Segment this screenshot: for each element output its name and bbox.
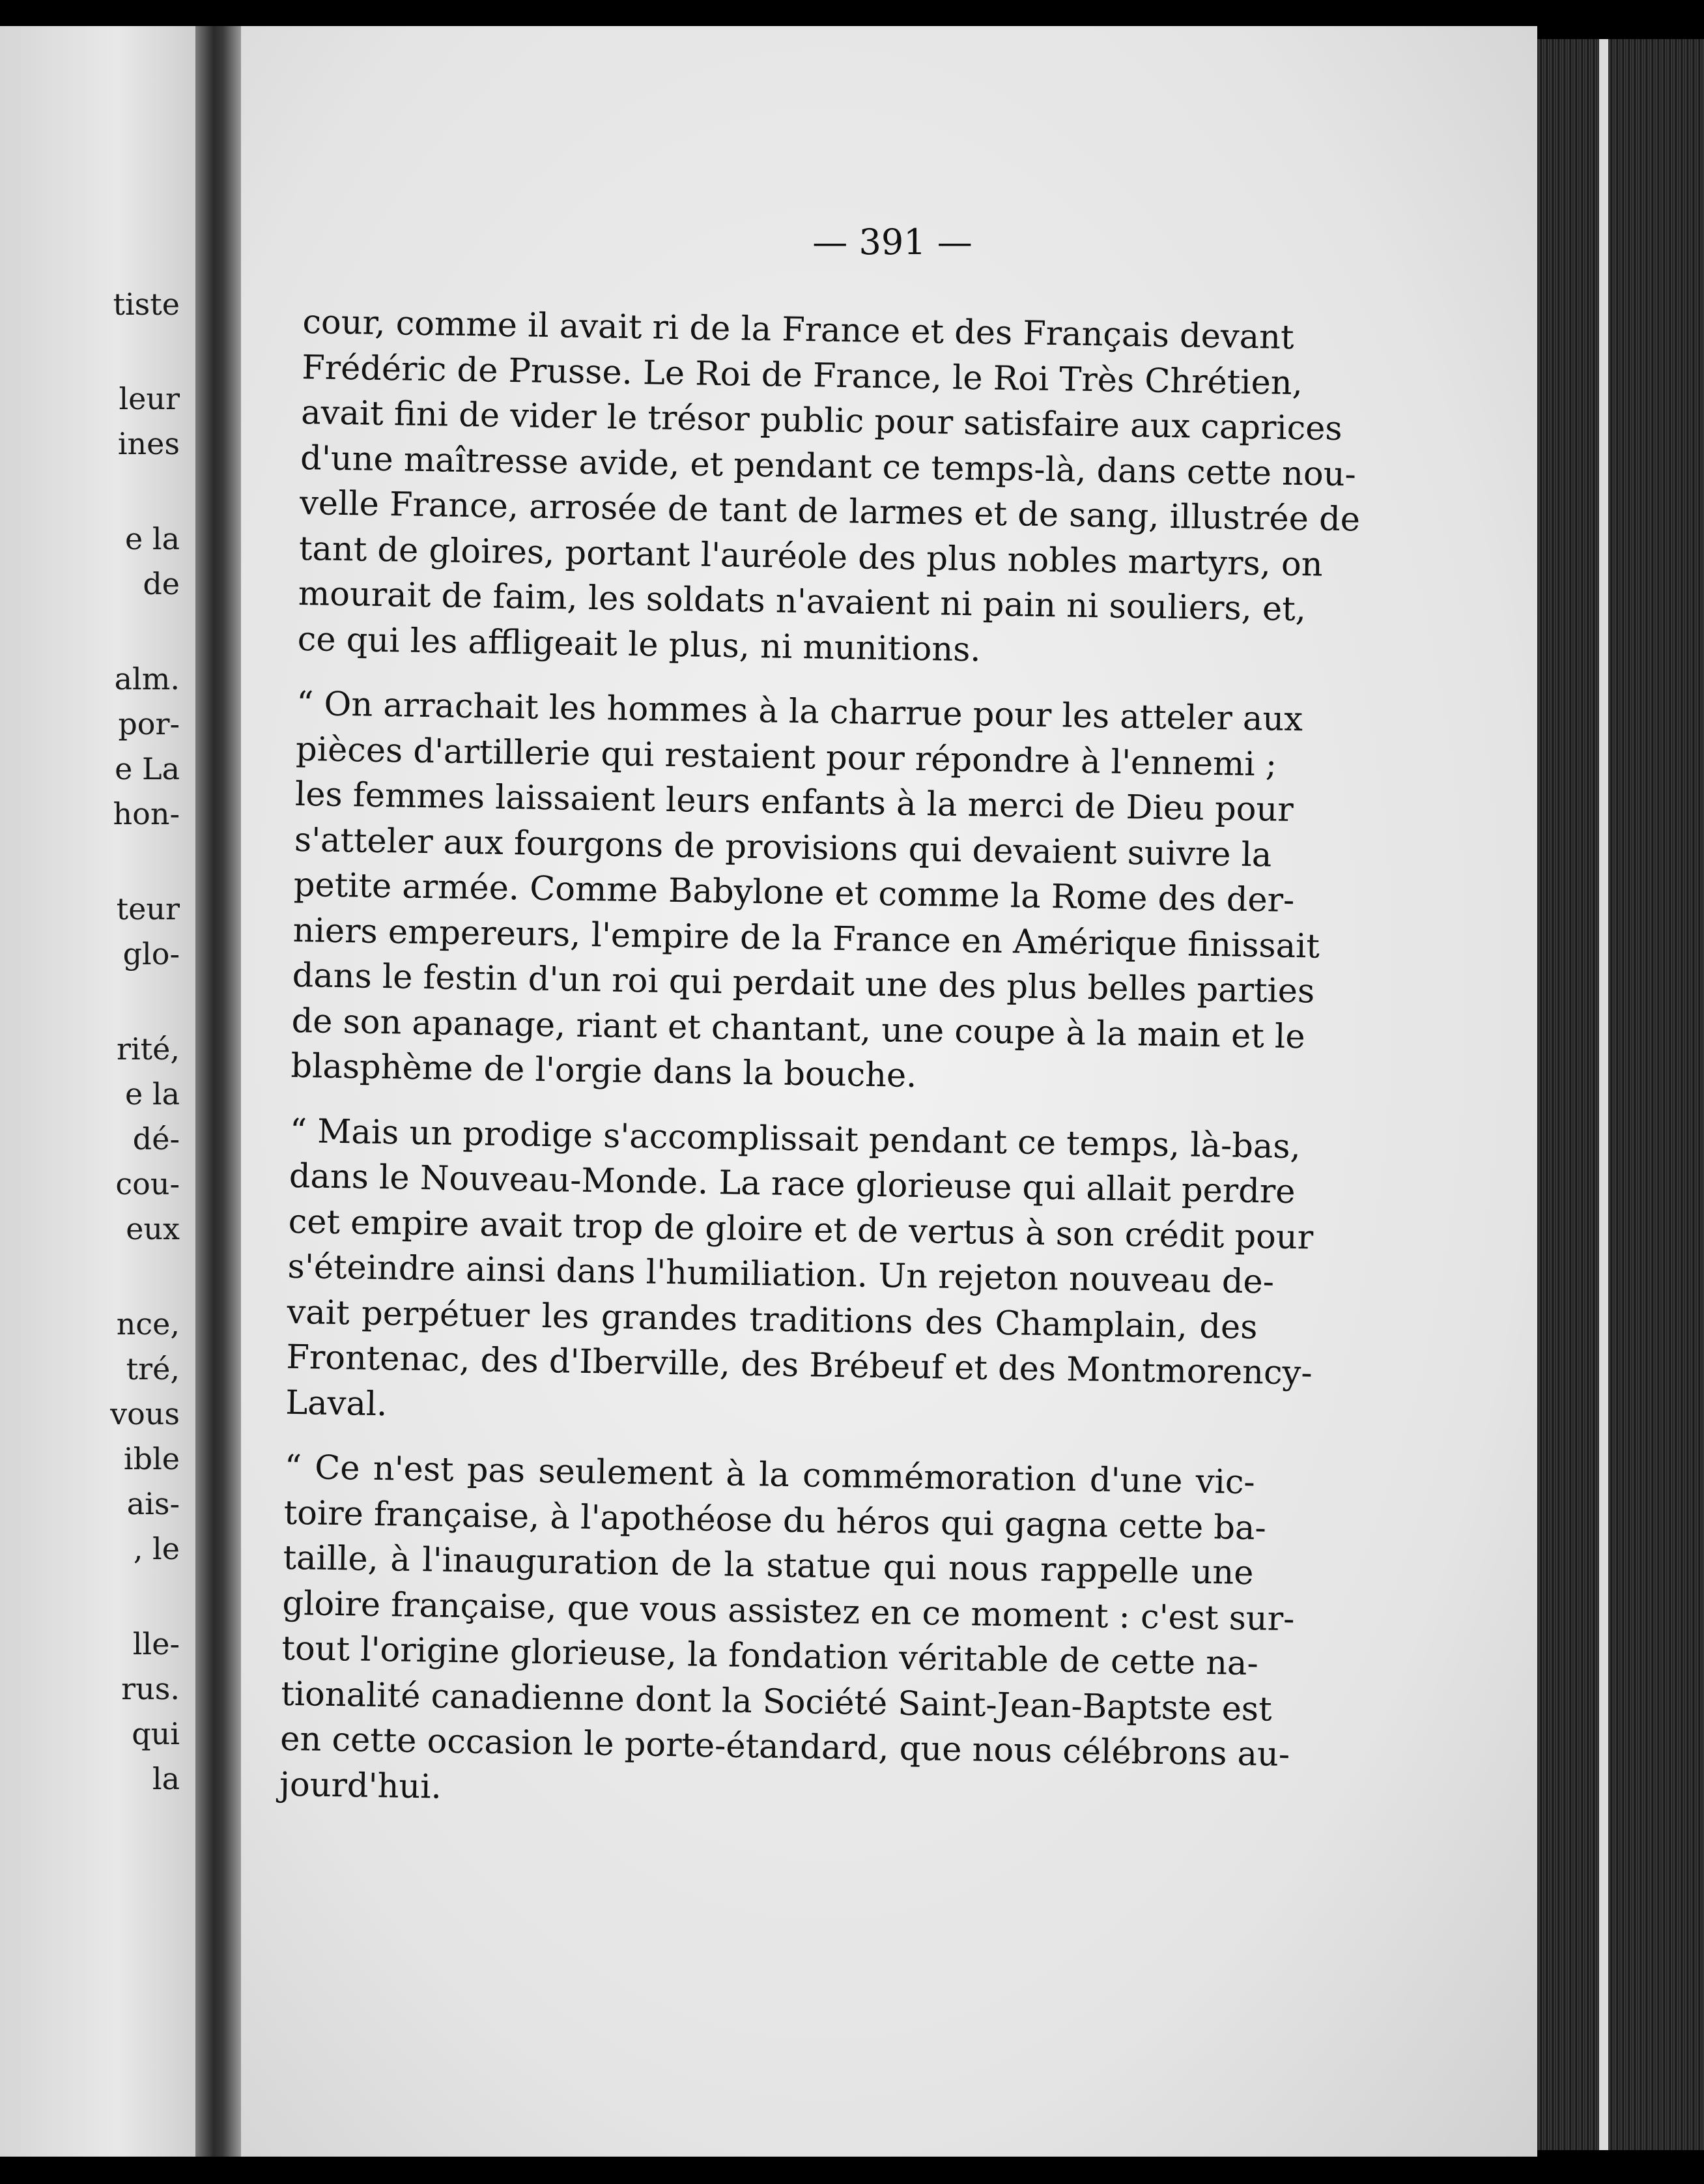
text-line: les femmes laissaient leurs enfants à la merci de Dieu pour [294,775,1294,829]
fragment-text: e la [125,521,180,556]
fragment-text: teur [116,891,180,927]
page-body [279,300,1361,1842]
text-line: gloire française, que vous assistez en ce moment : c'est sur- [282,1584,1295,1639]
fragment-text: , le [133,1531,180,1566]
text-line: “ Mais un prodige s'accomplissait pendant ce temps, là-bas, [289,1112,1301,1166]
paragraph [285,1108,1314,1441]
text-line: s'éteindre ainsi dans l'humiliation. Un rejeton nouveau de- [287,1247,1275,1302]
text-line: de son apanage, riant et chantant, une coupe à la main et le [291,1001,1305,1056]
page-edge-highlight [1599,39,1608,2150]
text-line: dans le festin d'un roi qui perdait une des plus belles parties [292,956,1315,1011]
fragment-text: tiste [113,287,180,322]
text-line: cour, comme il avait ri de la France et des Français devant [302,302,1294,357]
fragment-text: alm. [114,661,180,697]
text-line: tant de gloires, portant l'auréole des plus nobles martyrs, on [298,529,1324,584]
text-line: tionalité canadienne dont la Société Saint-Jean-Baptste est [280,1674,1273,1729]
text-line: tout l'origine glorieuse, la fondation véritable de cette na- [281,1629,1259,1684]
fragment-text: la [152,1761,180,1796]
fragment-text: ines [117,426,180,461]
fragment-text: e la [125,1076,180,1112]
text-line: toire française, à l'apothéose du héros qui gagna cette ba- [283,1493,1267,1547]
text-line: pièces d'artillerie qui restaient pour répondre à l'ennemi ; [295,730,1277,784]
text-line: niers empereurs, l'empire de la France en Amérique finissait [292,911,1320,966]
fragment-text: de [143,566,180,601]
text-line: Frédéric de Prusse. Le Roi de France, le Roi Très Chrétien, [301,348,1303,403]
page-number: — 391 — [812,222,973,263]
fragment-text: tré, [126,1351,180,1387]
text-line: blasphème de l'orgie dans la bouche. [291,1046,917,1095]
fragment-text: vous [110,1396,180,1431]
text-line: d'une maîtresse avide, et pendant ce temps-là, dans cette nou- [300,438,1357,494]
text-line: mourait de faim, les soldats n'avaient ni pain ni souliers, et, [298,574,1307,629]
paragraph [291,682,1320,1104]
text-line: s'atteler aux fourgons de provisions qui devaient suivre la [294,820,1272,874]
text-line: avait fini de vider le trésor public pour satisfaire aux caprices [300,393,1343,449]
text-line: petite armée. Comme Babylone et comme la Rome des der- [293,865,1295,921]
fragment-text: leur [119,381,180,416]
text-line: dans le Nouveau-Monde. La race glorieuse qui allait perdre [289,1157,1296,1212]
fragment-text: lle- [132,1626,180,1661]
fragment-text: dé- [132,1121,180,1157]
fragment-text: cou- [115,1166,180,1201]
text-line: jourd'hui. [279,1765,442,1807]
fragment-text: e La [115,751,180,786]
fragment-text: nce, [116,1306,180,1342]
text-line: taille, à l'inauguration de la statue qui nous rappelle une [283,1538,1254,1593]
text-line: Laval. [285,1383,388,1424]
book-page-edges [1537,39,1704,2150]
fragment-text: ais- [126,1486,180,1521]
text-line: vait perpétuer les grandes traditions des Champlain, des [287,1293,1258,1347]
text-line: velle France, arrosée de tant de larmes et de sang, illustrée de [299,483,1361,539]
text-line: Frontenac, des d'Iberville, des Brébeuf et des Montmorency- [286,1338,1313,1393]
fragment-text: rité, [116,1031,180,1067]
text-line: en cette occasion le porte-étandard, que nous célébrons au- [279,1719,1290,1775]
text-line: ce qui les affligeait le plus, ni munitions. [297,620,982,669]
fragment-text: glo- [122,936,180,971]
paragraph [297,300,1361,677]
paragraph [279,1445,1295,1822]
fragment-text: hon- [113,796,180,831]
fragment-text: eux [126,1211,180,1246]
text-line: cet empire avait trop de gloire et de vertus à son crédit pour [288,1202,1314,1257]
book-gutter [195,26,241,2157]
fragment-text: qui [132,1716,180,1751]
text-line: “ Ce n'est pas seulement à la commémoration d'une vic- [284,1448,1256,1502]
book-page [241,26,1537,2157]
text-line: “ On arrachait les hommes à la charrue pour les atteler aux [296,684,1303,740]
facing-page-fragment [0,26,195,2157]
fragment-text: por- [118,706,180,741]
fragment-text: ible [123,1441,180,1476]
fragment-text: rus. [121,1671,180,1706]
